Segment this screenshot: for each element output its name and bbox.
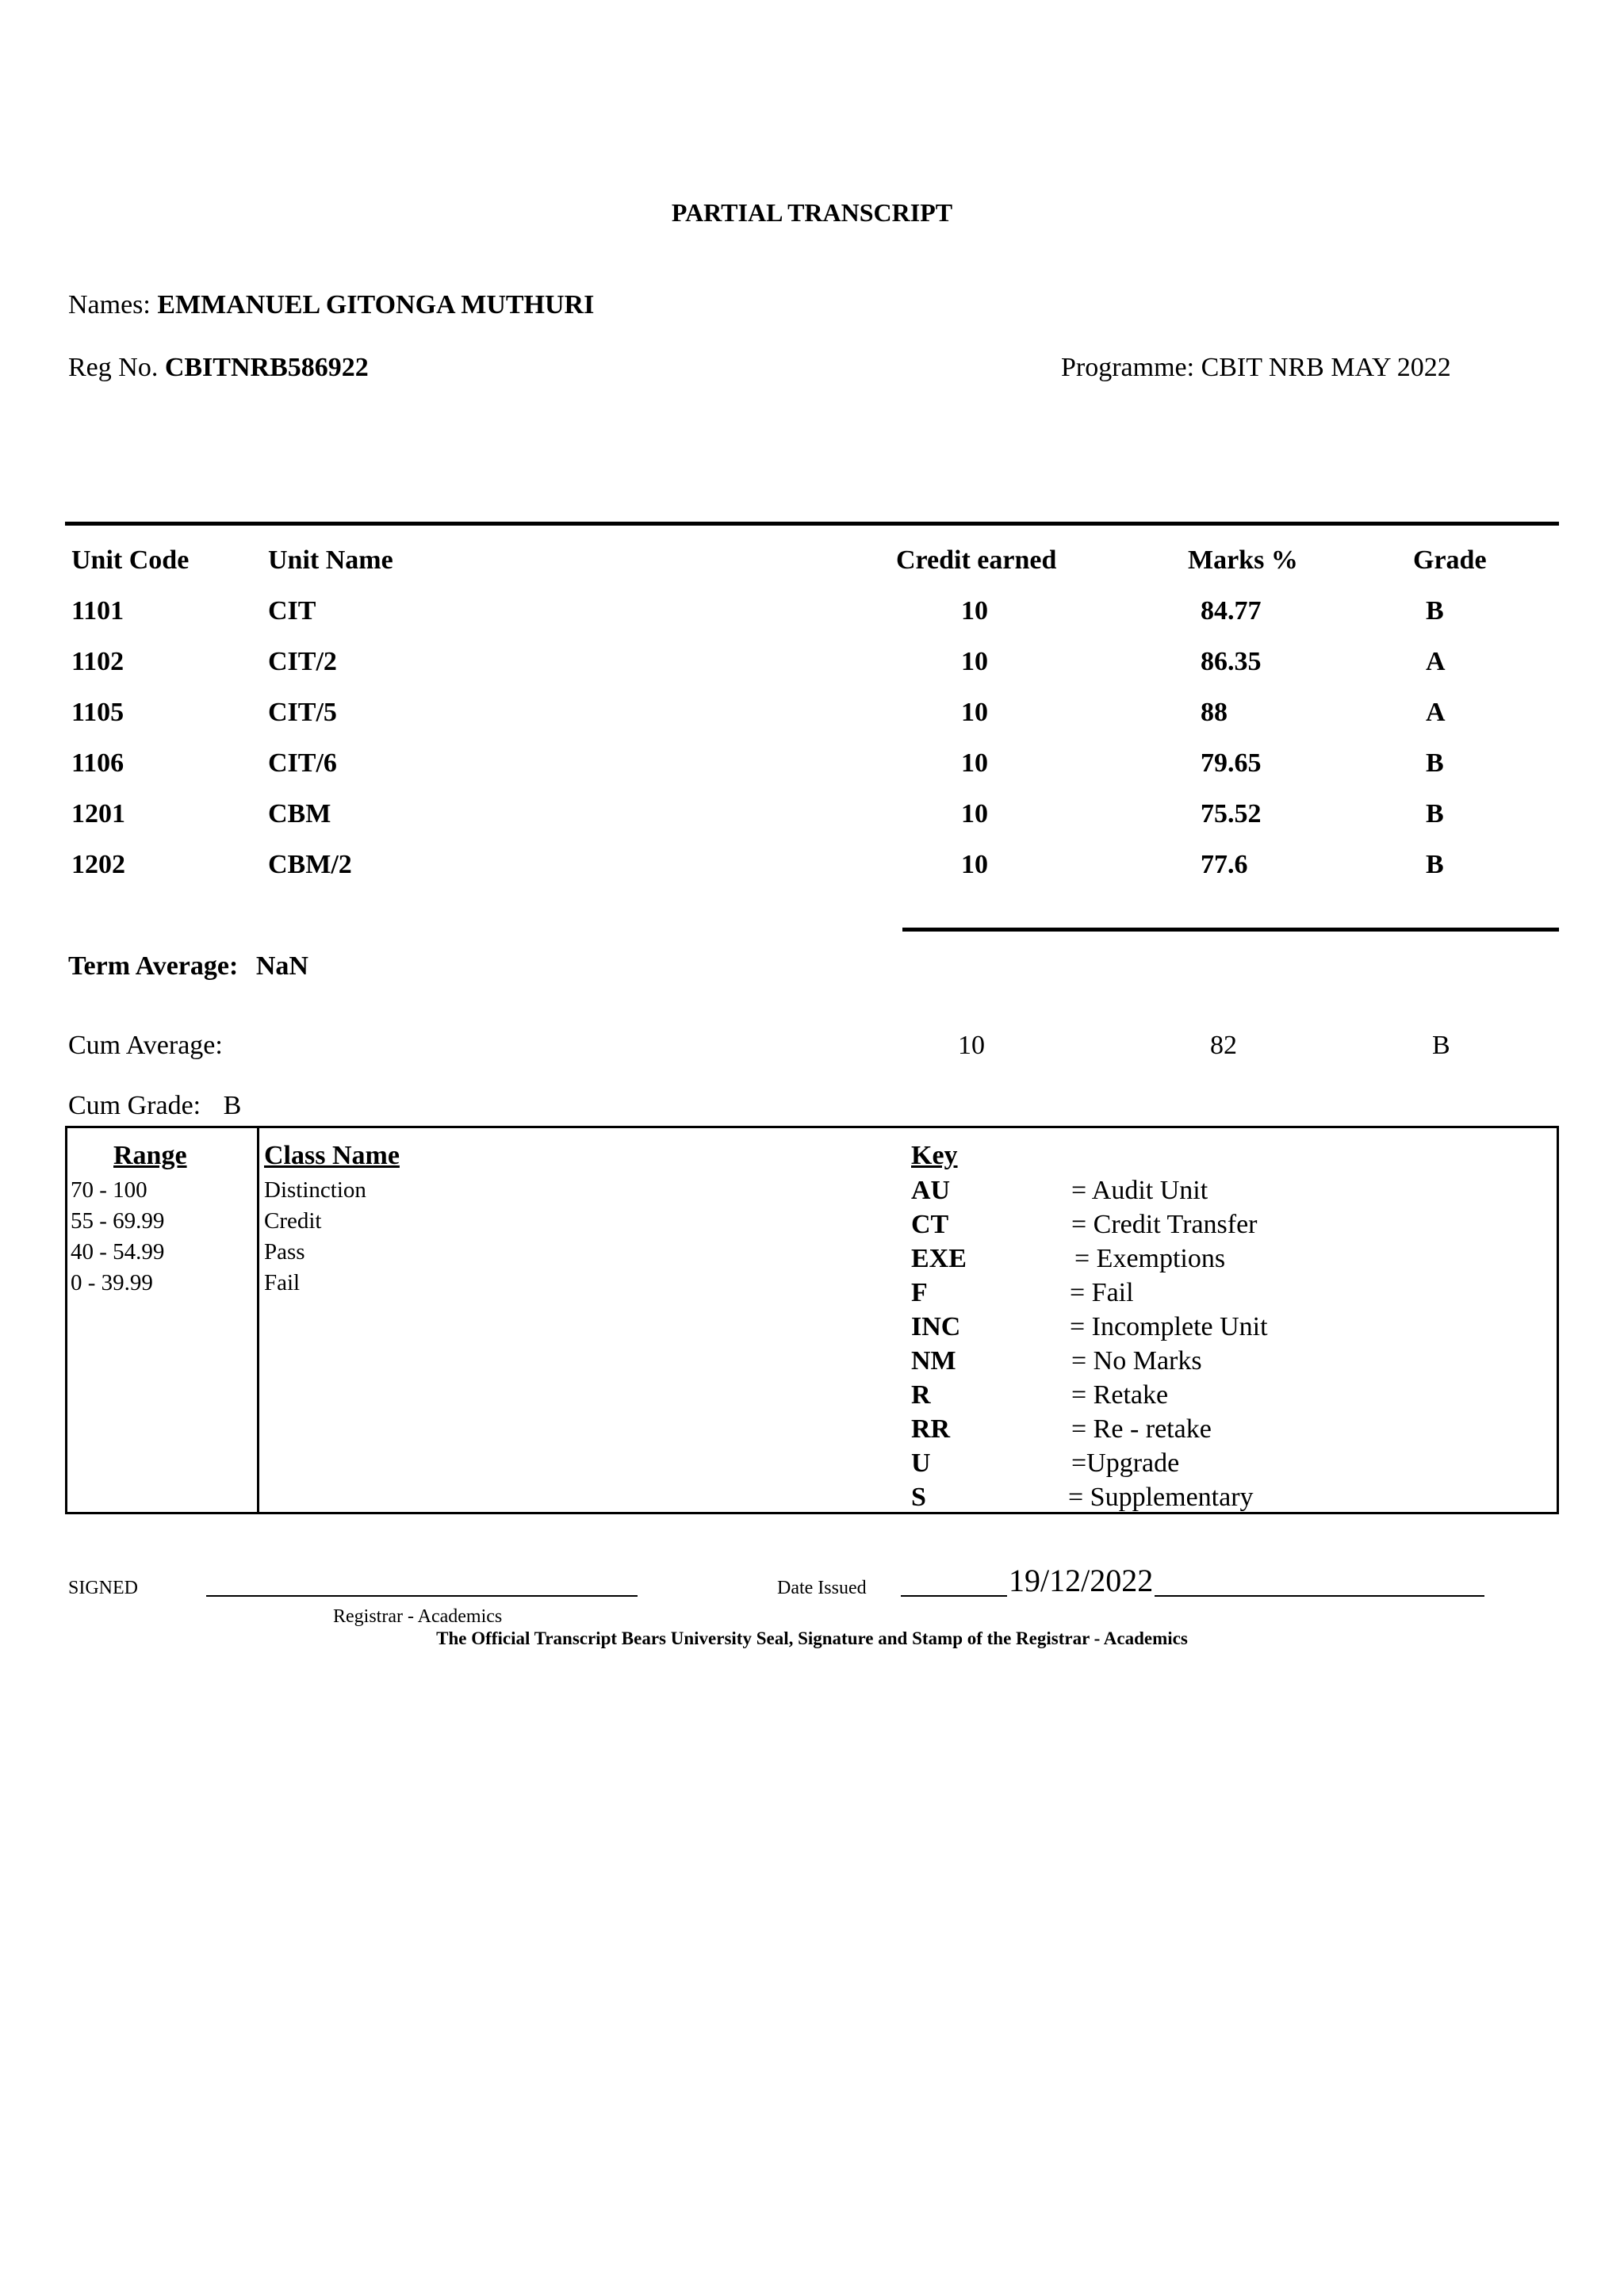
credit-earned: 10 [961,698,988,727]
legend-range: 0 - 39.99 [71,1270,153,1295]
header-grade: Grade [1413,545,1487,575]
credit-earned: 10 [961,647,988,676]
grade: B [1426,799,1444,828]
grade: B [1426,850,1444,879]
key-code: CT [911,1210,949,1239]
names-label: Names: [68,290,151,320]
unit-code: 1101 [71,596,124,626]
key-meaning: =Upgrade [1071,1448,1180,1478]
cum-average-grade: B [1432,1031,1450,1060]
marks: 84.77 [1201,596,1262,626]
key-code: AU [911,1176,951,1205]
reg-label: Reg No. [68,353,159,382]
totals-rule [902,928,1559,932]
credit-earned: 10 [961,748,988,778]
key-code: NM [911,1346,956,1376]
registration-number [68,353,369,383]
signature-line [206,1595,638,1597]
legend-range: 40 - 54.99 [71,1239,165,1265]
key-meaning: = No Marks [1071,1346,1202,1376]
credit-earned: 10 [961,799,988,828]
legend-class: Credit [264,1208,322,1234]
grade: A [1426,698,1446,727]
key-meaning: = Credit Transfer [1071,1210,1258,1239]
date-line [901,1595,1484,1597]
header-marks: Marks % [1188,545,1298,575]
key-meaning: = Exemptions [1074,1244,1226,1273]
programme: Programme: CBIT NRB MAY 2022 [1061,353,1451,382]
marks: 88 [1201,698,1228,727]
key-meaning: = Supplementary [1068,1483,1254,1512]
legend-class-header: Class Name [264,1141,400,1170]
unit-code: 1202 [71,850,125,879]
unit-code: 1102 [71,647,124,676]
key-code: INC [911,1312,961,1341]
cum-average-label: Cum Average: [68,1031,223,1060]
grade: A [1426,647,1446,676]
unit-name: CIT/2 [268,647,337,676]
reg-value: CBITNRB586922 [164,353,369,382]
official-transcript-note: The Official Transcript Bears University Seal, Signature and Stamp of the Registrar - Academics [436,1628,1188,1648]
cum-grade-value: B [223,1091,242,1120]
grade: B [1426,748,1444,778]
unit-name: CIT [268,596,316,626]
unit-name: CIT/5 [268,698,337,727]
key-code: S [911,1483,926,1512]
key-code: EXE [911,1244,967,1273]
legend-class: Pass [264,1239,305,1265]
cum-grade-label: Cum Grade: [68,1091,201,1120]
legend-key-header: Key [911,1141,958,1170]
names-value: EMMANUEL GITONGA MUTHURI [157,290,595,320]
unit-code: 1106 [71,748,124,778]
key-code: RR [911,1414,951,1444]
legend-class: Fail [264,1270,301,1295]
legend-range: 70 - 100 [71,1177,147,1203]
unit-name: CIT/6 [268,748,337,778]
key-meaning: = Audit Unit [1071,1176,1208,1205]
key-meaning: = Fail [1070,1278,1134,1307]
table-top-rule [65,522,1559,526]
document-title: PARTIAL TRANSCRIPT [671,198,953,227]
credit-earned: 10 [961,596,988,626]
date-issued-label: Date Issued [777,1578,867,1598]
marks: 77.6 [1201,850,1248,879]
unit-name: CBM/2 [268,850,352,879]
legend-range: 55 - 69.99 [71,1208,165,1234]
legend-class: Distinction [264,1177,366,1203]
header-unit-name: Unit Name [268,545,393,575]
unit-name: CBM [268,799,331,828]
registrar-label: Registrar - Academics [333,1606,503,1627]
key-code: U [911,1448,931,1478]
header-unit-code: Unit Code [71,545,190,575]
grading-legend [65,1126,1559,1514]
term-average-label: Term Average: [68,951,239,981]
cum-average-marks: 82 [1210,1031,1237,1060]
student-names [68,290,594,320]
cum-grade [68,1091,241,1121]
unit-code: 1105 [71,698,124,727]
header-credit-earned: Credit earned [896,545,1057,575]
credit-earned: 10 [961,850,988,879]
marks: 86.35 [1201,647,1262,676]
key-meaning: = Retake [1071,1380,1169,1410]
date-issued-value: 19/12/2022 [1009,1563,1154,1598]
key-meaning: = Re - retake [1071,1414,1212,1444]
unit-code: 1201 [71,799,125,828]
key-meaning: = Incomplete Unit [1070,1312,1268,1341]
marks: 75.52 [1201,799,1262,828]
marks: 79.65 [1201,748,1262,778]
legend-divider [257,1128,259,1512]
legend-range-header: Range [113,1141,187,1170]
grade: B [1426,596,1444,626]
term-average-value: NaN [255,951,308,981]
term-average [68,951,308,982]
key-code: R [911,1380,931,1410]
signed-label: SIGNED [68,1578,138,1598]
key-code: F [911,1278,928,1307]
cum-average-credit: 10 [958,1031,985,1060]
